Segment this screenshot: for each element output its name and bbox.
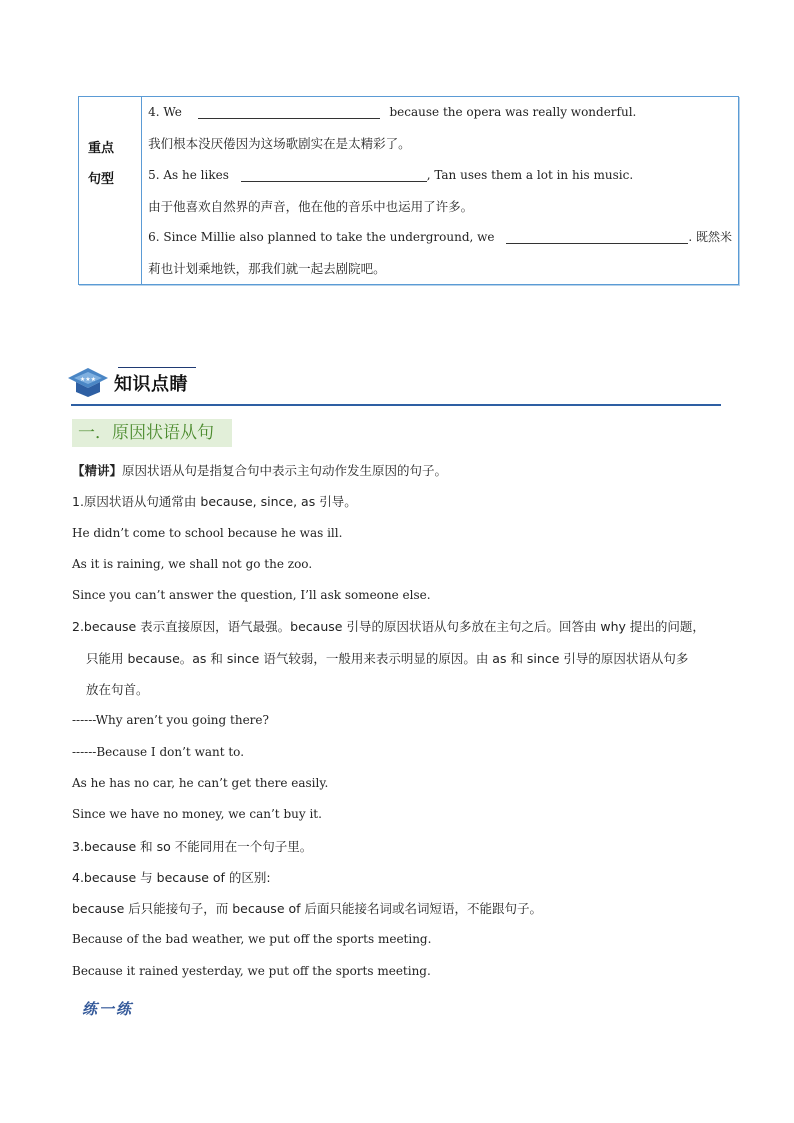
body-line: because 后只能接句子，而 because of 后面只能接名词或名词短语，不能跟句子。 [72,901,543,917]
sentence-5-translation: 由于他喜欢自然界的声音，他在他的音乐中也运用了许多。 [148,198,474,214]
body-line: 1.原因状语从句通常由 because, since, as 引导。 [72,494,357,510]
sentence-5-prefix: 5. As he likes [148,167,229,182]
table-label-line2: 句型 [88,172,115,187]
sentence-6 [148,222,732,253]
dialogue-line: ------Why aren’t you going there? [72,713,269,728]
sentence-4 [148,97,732,128]
dialogue-line: ------Because I don’t want to. [72,744,245,759]
key-sentences-table [78,96,739,285]
sentence-5-suffix: , Tan uses them a lot in his music. [426,167,634,182]
table-label-line1: 重点 [88,141,115,156]
intro-tag: 【精讲】 [72,463,123,478]
sentence-5 [148,160,732,191]
body-line: 只能用 because。as 和 since 语气较弱，一般用来表示明显的原因。由 as 和 since 引导的原因状语从句多 [86,650,689,666]
sentence-4-suffix: because the opera was really wonderful. [389,105,637,119]
body-line: 4.because 与 because of 的区别: [72,869,271,885]
body-text [72,455,732,987]
sentence-6-prefix: 6. Since Millie also planned to take the underground, we [148,230,495,245]
example-sentence: As it is raining, we shall not go the zoo. [72,556,313,571]
subsection-title: 一．原因状语从句 [72,419,232,447]
sentence-4-prefix: 4. We [148,105,182,119]
svg-text:★★★: ★★★ [79,376,97,383]
section-top-line [118,367,196,368]
graduation-cap-icon [66,364,110,400]
body-line: 2.because 表示直接原因，语气最强。because 引导的原因状语从句多放在主句之后。回答由 why 提出的问题， [72,619,705,635]
sentence-4-translation: 我们根本没厌倦因为这场歌剧实在是太精彩了。 [148,136,411,152]
blank-5[interactable] [241,167,427,182]
example-sentence: Since we have no money, we can’t buy it. [72,807,322,822]
blank-4[interactable] [198,104,380,119]
sentence-6-suffix: . 既然米 [688,230,732,245]
sentence-6-translation: 莉也计划乘地铁，那我们就一起去剧院吧。 [148,261,386,277]
example-sentence: Because of the bad weather, we put off the sports meeting. [72,932,432,947]
body-line: 3.because 和 so 不能同用在一个句子里。 [72,838,313,854]
intro-text: 原因状语从句是指复合句中表示主句动作发生原因的句子。 [122,463,448,478]
section-title: 知识点睛 [114,374,188,395]
table-content-cell [142,97,738,284]
blank-6[interactable] [506,229,688,244]
table-label-cell [79,97,142,284]
example-sentence: Since you can’t answer the question, I’ll ask someone else. [72,588,431,603]
example-sentence: He didn’t come to school because he was ill. [72,525,343,540]
section-rule [71,404,721,406]
practice-heading: 练一练 [82,1000,134,1018]
intro-paragraph [72,455,732,486]
example-sentence: As he has no car, he can’t get there easily. [72,775,329,790]
example-sentence: Because it rained yesterday, we put off the sports meeting. [72,963,431,978]
body-line: 放在句首。 [86,682,149,698]
section-header [66,362,721,408]
